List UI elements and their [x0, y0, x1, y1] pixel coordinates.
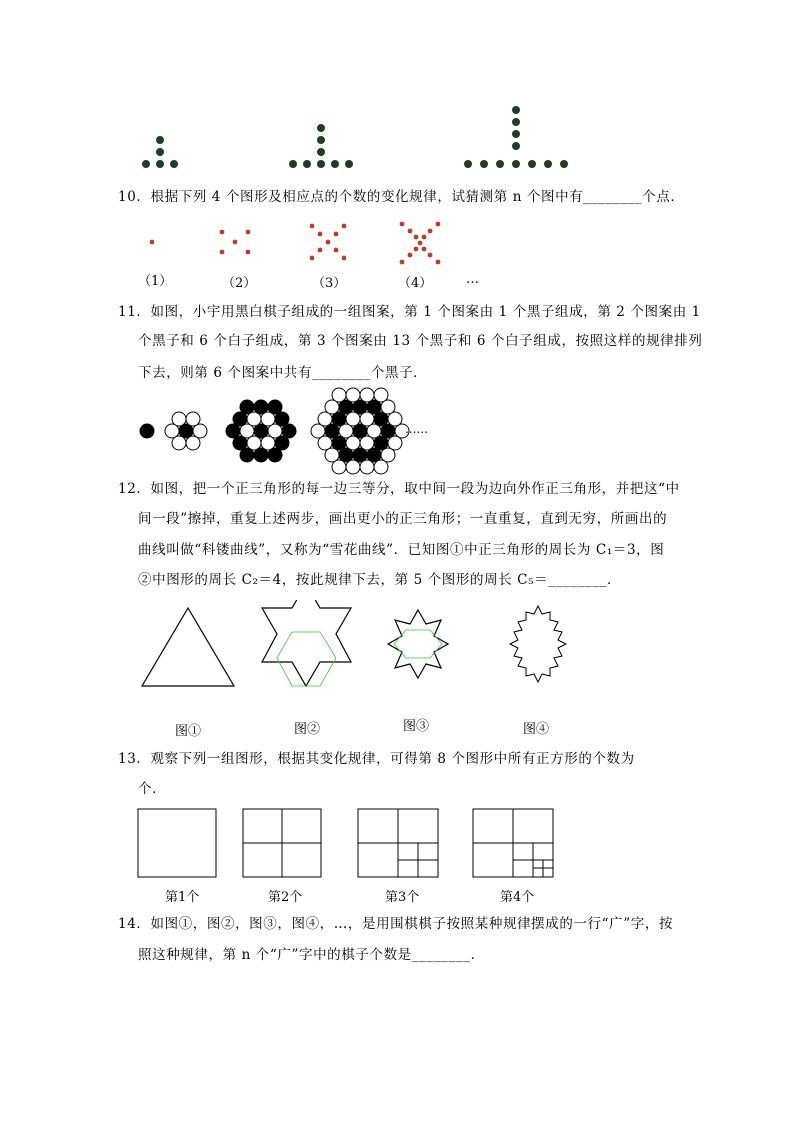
q10-caption-1: （1） — [138, 274, 173, 289]
q11-ellipsis: ...... — [405, 422, 428, 436]
q13-caption-1: 第1个 — [165, 890, 200, 905]
q13-caption-4: 第4个 — [500, 890, 535, 905]
q12-caption-4: 图④ — [523, 722, 550, 737]
dot-figure-3 — [464, 106, 568, 168]
dot-figure-2 — [289, 124, 353, 168]
question-12-line-1: 12．如图，把一个正三角形的每一边三等分，取中间一段为边向外作正三角形，并把这“中 — [118, 481, 680, 497]
question-14-line-1: 14．如图①，图②，图③，图④，…，是用围棋棋子按照某种规律摆成的一行“广”字，按 — [118, 916, 674, 932]
question-12-line-3: 曲线叫做“科镂曲线”，又称为“雪花曲线”．已知图①中正三角形的周长为 C₁＝3，图 — [138, 542, 665, 558]
q10-caption-2: （2） — [222, 276, 257, 291]
q10-caption-3: （3） — [312, 276, 347, 291]
q13-caption-3: 第3个 — [385, 890, 420, 905]
q12-caption-2: 图② — [294, 722, 321, 737]
question-11-line-3: 下去，则第 6 个图案中共有________个黑子． — [138, 365, 428, 381]
q13-caption-2: 第2个 — [268, 890, 303, 905]
question-10-figures — [130, 218, 490, 268]
question-12-line-2: 间一段”擦掉，重复上述两步，画出更小的正三角形；一直重复，直到无穷，所画出的 — [138, 511, 668, 527]
question-11-stone-patterns — [130, 385, 410, 475]
q10-caption-4: （4） — [398, 276, 433, 291]
question-11-line-1: 11．如图，小宇用黑白棋子组成的一组图案，第 1 个图案由 1 个黑子组成，第 2 个图案由 1 — [118, 304, 701, 320]
q10-caption-ellipsis: … — [466, 272, 479, 287]
question-13-square-figures — [130, 805, 570, 885]
question-13-line-1: 13．观察下列一组图形，根据其变化规律，可得第 8 个图形中所有正方形的个数为 — [118, 751, 635, 767]
q12-caption-3: 图③ — [403, 719, 430, 734]
q12-caption-1: 图① — [175, 724, 202, 739]
dot-pattern-figures — [130, 100, 590, 175]
question-12-koch-figures — [130, 600, 600, 700]
question-11-line-2: 个黑子和 6 个白子组成，第 3 个图案由 13 个黑子和 6 个白子组成，按照这样的规律排列 — [138, 333, 703, 349]
question-14-line-2: 照这种规律，第 n 个“广”字中的棋子个数是________． — [138, 947, 485, 963]
question-10-text: 10．根据下列 4 个图形及相应点的个数的变化规律，试猜测第 n 个图中有________个点． — [118, 189, 685, 205]
question-12-line-4: ②中图形的周长 C₂＝4，按此规律下去，第 5 个图形的周长 C₅＝________． — [138, 572, 622, 588]
question-13-line-2: 个． — [138, 781, 167, 797]
dot-figure-1 — [142, 136, 178, 168]
